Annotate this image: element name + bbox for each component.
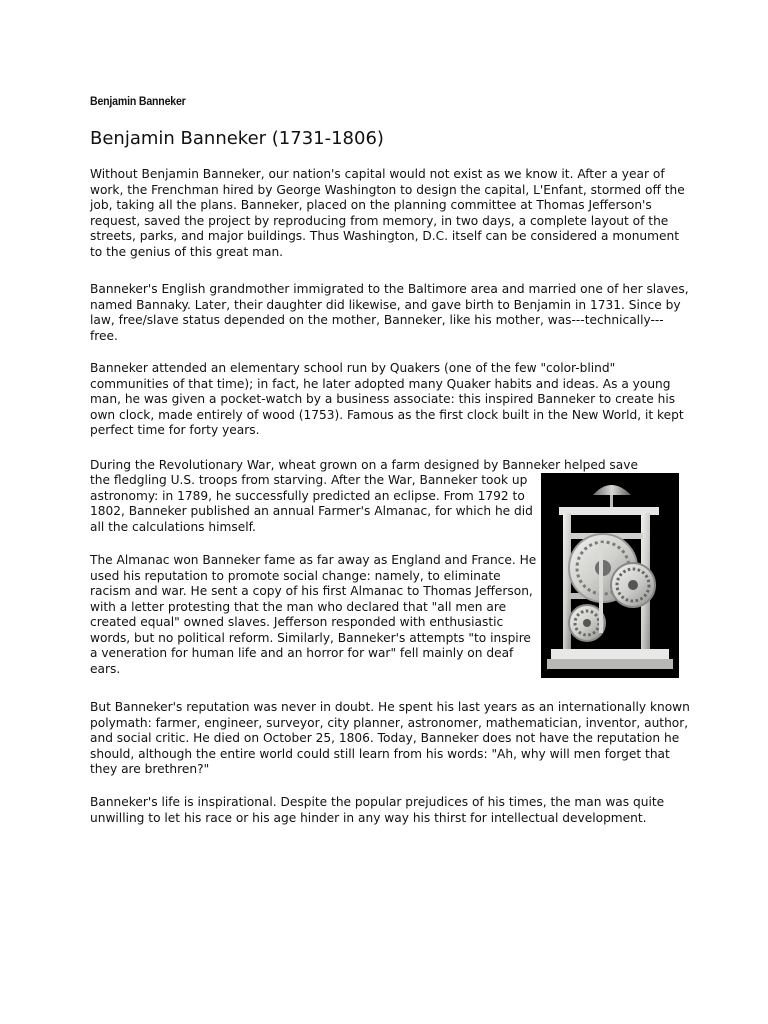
- page-title: Benjamin Banneker (1731-1806): [90, 128, 384, 149]
- paragraph-war-line1: During the Revolutionary War, wheat grown on a farm designed by Banneker helped save: [90, 458, 638, 472]
- paragraph-capital: Without Benjamin Banneker, our nation's capital would not exist as we know it. After a year of work, the Frenchman hired by George Washington to design the capital, L'Enfant, stormed off the job, taking all the plans. Banneker, placed on the planning committee at Thomas Jefferson's request, saved the project by reproducing from memory, in two days, a complete layout of the streets, parks, and major buildings. Thus Washington, D.C. itself can be considered a monument to the genius of this great man.: [90, 167, 685, 259]
- paragraph-family: Banneker's English grandmother immigrated to the Baltimore area and married one of her slaves, named Bannaky. Later, their daughter did likewise, and gave birth to Benjamin in 1731. Since by law, free/slave status depended on the mother, Banneker, like his mother, was---technically---free.: [90, 282, 689, 343]
- paragraph-reputation: But Banneker's reputation was never in doubt. He spent his last years as an internationally known polymath: farmer, engineer, surveyor, city planner, astronomer, mathematician, inventor, author, and social critic. He died on October 25, 1806. Today, Banneker does not have the reputation he should, although the entire world could still learn from his words: "Ah, why will men forget that they are brethren?": [90, 700, 690, 776]
- paragraph-inspiration: Banneker's life is inspirational. Despite the popular prejudices of his times, the man was quite unwilling to let his race or his age hinder in any way his thirst for intellectual development.: [90, 795, 665, 825]
- running-head: Benjamin Banneker: [90, 94, 186, 108]
- paragraph-almanac: The Almanac won Banneker fame as far away as England and France. He used his reputation to promote social change: namely, to eliminate racism and war. He sent a copy of his first Almanac to Thomas Jefferson, with a letter protesting that the man who declared that "all men are created equal" owned slaves. Jefferson responded with enthusiastic words, but no political reform. Similarly, Banneker's attempts "to inspire a veneration for human life and an horror for war" fell mainly on deaf ears.: [90, 553, 537, 676]
- wooden-clock-photo: [541, 473, 679, 678]
- paragraph-clock: Banneker attended an elementary school run by Quakers (one of the few "color-blind" communities of that time); in fact, he later adopted many Quaker habits and ideas. As a young man, he was given a pocket-watch by a business associate: this inspired Banneker to create his own clock, made entirely of wood (1753). Famous as the first clock built in the New World, it kept perfect time for forty years.: [90, 361, 684, 437]
- paragraph-war-rest: the fledgling U.S. troops from starving. After the War, Banneker took up astronomy: in 1789, he successfully predicted an eclipse. From 1792 to 1802, Banneker published an annual Farmer's Almanac, for which he did all the calculations himself.: [90, 473, 533, 534]
